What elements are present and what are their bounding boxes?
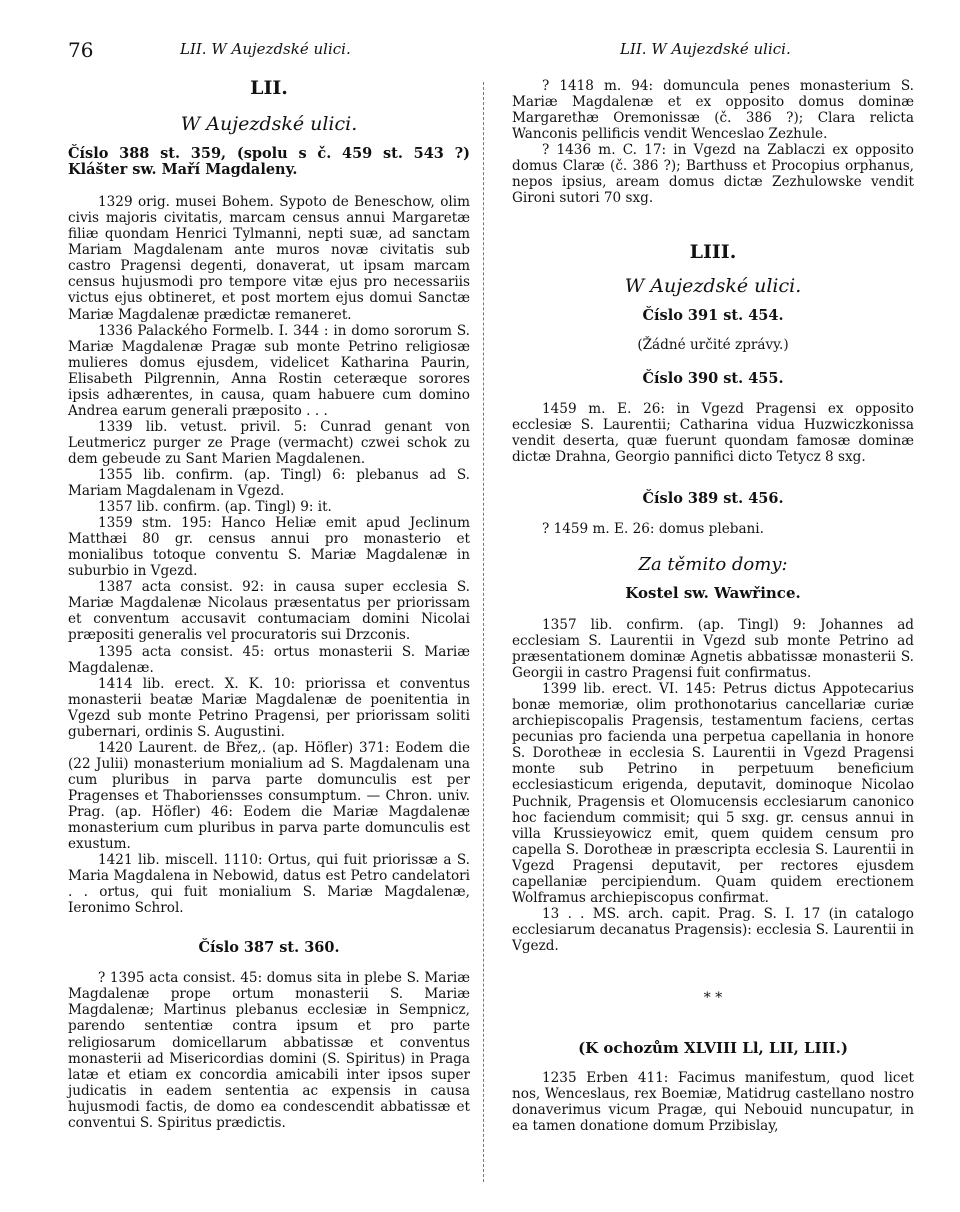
cislo-390-heading: Číslo 390 st. 455. — [642, 369, 784, 387]
cislo-390-entry: 1459 m. E. 26: in Vgezd Pragensi ex opposito ecclesiæ S. Laurentii; Catharina vidua Huzwiczkonissa vendit deserta, quæ fuerunt quondam famosæ dominæ dictæ Drahna, Georgio pannifici dicto Tetycz 8 sxg. — [512, 400, 914, 465]
entry-paragraph: 1357 lib. confirm. (ap. Tingl) 9: it. — [98, 499, 332, 516]
entry-paragraph: 1399 lib. erect. VI. 145: Petrus dictus Appotecarius bonæ memoriæ, olim prothonotarius cancellariæ curiæ archiepiscopalis Pragensis, testamentum faciens, certas pecunias pro facienda una perpetua capellania in honore S. Dorotheæ in ecclesia S. Laurentii in Vgezd Pragensi monte sub Petrino in perpetuum beneficium ecclesiasticum erigenda, deputavit, dominoque Nicolao Puchnik, Pragensis et Olomucensis ecclesiarum canonico hoc faciendum commisit; qui 5 sxg. gr. census annui in villa Krussieyowicz emit, quem quidem censum pro capella S. Dorotheæ in præscripta ecclesia S. Laurentii in Vgezd Pragensi deputavit, per rectores ejusdem capellaniæ percipiendum. Quam quidem erectionem Wolframus archiepiscopus confirmat. — [512, 681, 914, 906]
entry-paragraph: 1336 Palackého Formelb. I. 344 : in domo sororum S. Mariæ Magdalenæ Pragæ sub monte Petrino religiosæ mulieres domus ejusdem, videlicet Katharina Paurin, Elisabeth Pilgrennin, Anna Rostin ceteræque sorores ipsis adhærentes, in causa, quam habuere cum domino Andrea earum generali præposito . . . — [68, 322, 470, 419]
column-divider — [483, 82, 484, 1182]
cislo-388-heading: Číslo 388 st. 359, (spolu s č. 459 st. 543 ?) Klášter sw. Maří Magdaleny. — [68, 145, 470, 179]
page-number: 76 — [68, 38, 94, 62]
cislo-389-entry: ? 1459 m. E. 26: domus plebani. — [542, 520, 764, 537]
street-heading: W Aujezdské ulici. — [624, 275, 802, 298]
entry-paragraph: 13 . . MS. arch. capit. Prag. S. I. 17 (in catalogo ecclesiarum decanatus Pragensis): ecclesia S. Laurentii in Vgezd. — [512, 905, 914, 954]
entry-paragraph: 1329 orig. musei Bohem. Sypoto de Beneschow, olim civis majoris civitatis, marcam census annui Margaretæ filiæ quondam Henrici Tylmanni, nepti suæ, ad sanctam Mariam Magdalenam ante muros novæ civitatis sub castro Pragensi degenti, donaverat, ut ipsam marcam census hujusmodi pro tempore vitæ ejus pro necessariis victus ejus obtineret, et post mortem ejus domui Sanctæ Mariæ Magdalenæ prædictæ remaneret. — [68, 194, 470, 323]
entry-paragraph: ? 1418 m. 94: domuncula penes monasterium S. Mariæ Magdalenæ et ex opposito domus dominæ Margarethæ Oremonissæ (č. 386 ?); Clara relicta Wanconis pellificis vendit Wenceslao Zezhule. — [512, 78, 914, 143]
right-column — [512, 78, 914, 1134]
running-head-right: LII. W Aujezdské ulici. — [620, 40, 791, 58]
entry-paragraph: 1359 stm. 195: Hanco Heliæ emit apud Jeclinum Matthæi 80 gr. census annui pro monasterio et monialibus totoque conventu S. Mariæ Magdalenæ in suburbio in Vgezd. — [68, 515, 470, 580]
closing-entry: 1235 Erben 411: Facimus manifestum, quod licet nos, Wenceslaus, rex Boemiæ, Matidrug castellano nostro donaverimus vicum Pragæ, qui Nebouid nuncupatur, in ea tamen donatione domum Przibislay, — [512, 1070, 914, 1135]
entry-paragraph: 1357 lib. confirm. (ap. Tingl) 9: Johannes ad ecclesiam S. Laurentii in Vgezd sub monte Petrino ad præsentationem dominæ Agnetis abbatissæ monasterii S. Georgii in castro Pragensi fuit confirmatus. — [512, 616, 914, 682]
cislo-389-heading: Číslo 389 st. 456. — [642, 489, 784, 507]
cislo-387-heading: Číslo 387 st. 360. — [198, 939, 340, 957]
entry-paragraph: 1339 lib. vetust. privil. 5: Cunrad genant von Leutmericz purger ze Prage (vermacht) czwei schok zu dem gebeude zu Sant Marien Magdalenen. — [68, 418, 470, 467]
entry-paragraph: 1421 lib. miscell. 1110: Ortus, qui fuit priorissæ a S. Maria Magdalena in Nebowid, datus est Petro candelatori . . ortus, qui fuit monialium S. Mariæ Magdalenæ, Ieronimo Schrol. — [68, 852, 470, 917]
running-head-left: LII. W Aujezdské ulici. — [180, 40, 351, 58]
section-heading-lii: LII. — [250, 77, 288, 99]
cislo-387-entry: ? 1395 acta consist. 45: domus sita in plebe S. Mariæ Magdalenæ prope ortum monasterii S. Mariæ Magdalenæ; Martinus plebanus ecclesiæ in Sempnicz, parendo sententiæ contra ipsum et pro parte religiosarum domicellarum abbatissæ et conventus monasterii ad Misericordias domini (S. Spiritus) in Praga latæ et etiam ex concordia amicabili inter ipsos super judicatis in eadem sententia ac expensis in causa hujusmodi factis, de domo ea condescendit abbatissæ et conventui S. Spiritus prædictis. — [68, 970, 470, 1131]
entry-paragraph: 1414 lib. erect. X. K. 10: priorissa et conventus monasterii beatæ Mariæ Magdalenæ de poenitentia in Vgezd sub monte Petrino Pragensi, per priorissam soliti gubernari, ordinis S. Augustini. — [68, 675, 470, 740]
entry-paragraph: 1387 acta consist. 92: in causa super ecclesia S. Mariæ Magdalenæ Nicolaus præsentatus per priorissam et conventum accusavit contumaciam domini Nicolai præpositi generalis vel procuratoris sui Drzconis. — [68, 579, 470, 644]
kostel-heading: Kostel sw. Wawřince. — [625, 583, 801, 602]
street-heading: W Aujezdské ulici. — [180, 113, 358, 136]
no-info-note: (Žádné určité zprávy.) — [637, 336, 789, 353]
k-ochozum-heading: (K ochozům XLVIII Ll, LII, LIII.) — [578, 1039, 848, 1058]
entry-paragraph: 1355 lib. confirm. (ap. Tingl) 6: plebanus ad S. Mariam Magdalenam in Vgezd. — [68, 466, 470, 500]
cislo-388-entries — [68, 194, 470, 916]
entry-paragraph: ? 1436 m. C. 17: in Vgezd na Zablaczi ex opposito domus Claræ (č. 386 ?); Barthuss et Procopius orphanus, nepos ipsius, aream domus dictæ Zezhulowske vendit Gironi sutori 70 sxg. — [512, 142, 914, 207]
cislo-391-heading: Číslo 391 st. 454. — [642, 307, 784, 325]
entry-paragraph: 1395 acta consist. 45: ortus monasterii S. Mariæ Magdalenæ. — [68, 643, 470, 676]
kostel-entries — [512, 617, 914, 954]
left-column — [68, 78, 470, 1131]
entry-paragraph: 1420 Laurent. de Břez,. (ap. Höfler) 371: Eodem die (22 Julii) monasterium monialium ad S. Magdalenam una cum pluribus in parva parte domunculis est per Pragenses et Thaboriensses consumptum. — Chron. univ. Prag. (ap. Höfler) 46: Eodem die Mariæ Magdalenæ monasterium cum pluribus in parva parte domunculis est exustum. — [68, 739, 470, 853]
section-heading-liii: LIII. — [689, 241, 737, 264]
za-temito-domy-heading: Za těmito domy: — [638, 553, 788, 575]
section-separator-stars: * * — [703, 989, 723, 1006]
